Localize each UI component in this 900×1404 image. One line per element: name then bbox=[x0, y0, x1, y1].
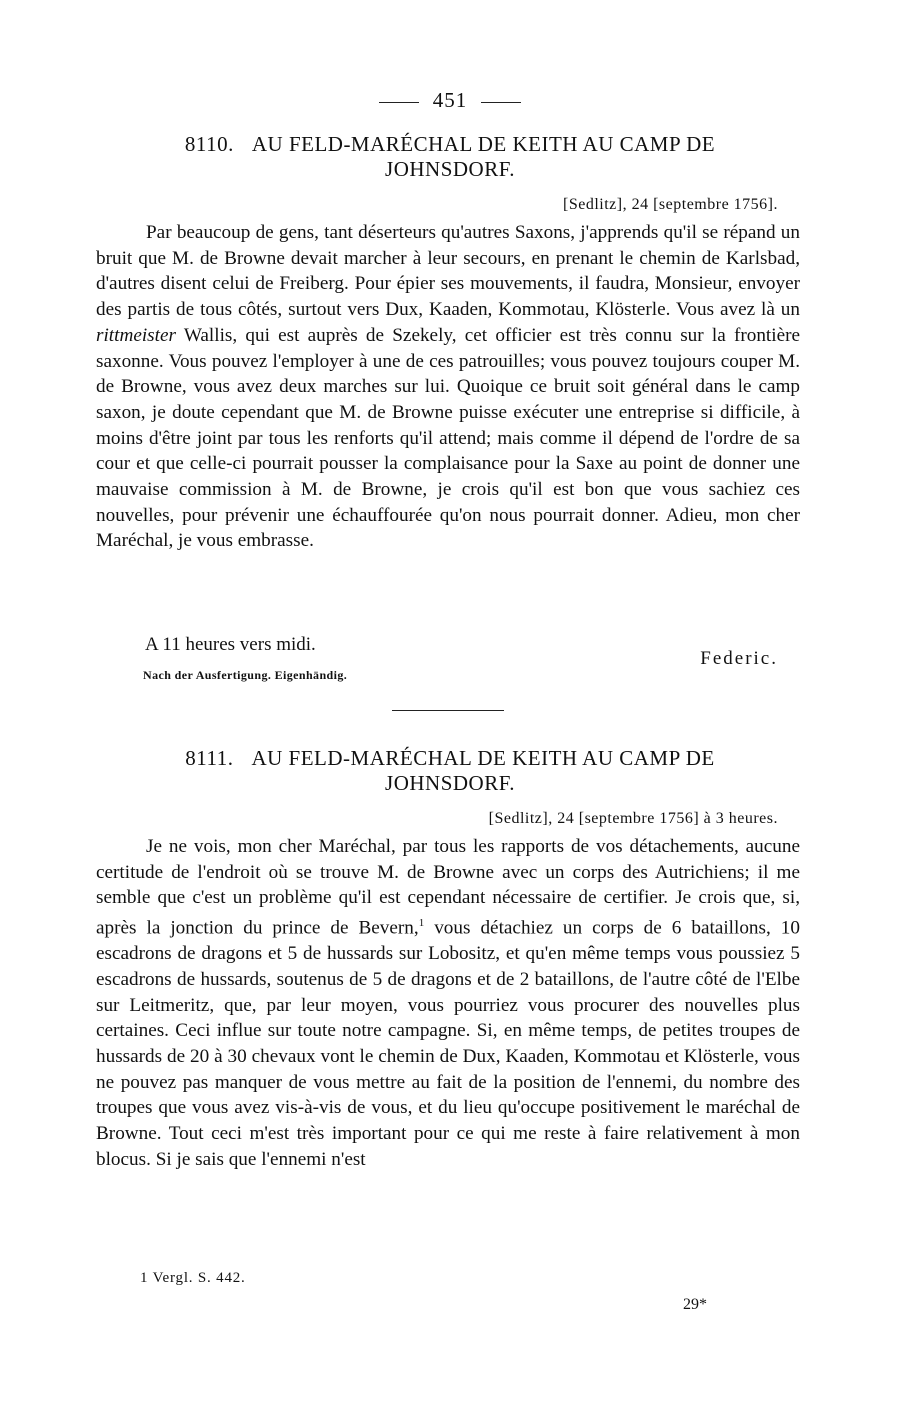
letter-8110-body-italic: rittmeister bbox=[96, 324, 176, 346]
page-number: 451 bbox=[432, 88, 468, 112]
letter-8110-body-part1: Par beaucoup de gens, tant déserteurs qu'autres Saxons, j'apprends qu'il se répand un bruit que M. de Browne devait marcher à leur secours, en prenant le chemin de Karlsbad, d'autres disent celui de Freiberg. Pour épier ses mouvements, il faudra, Monsieur, envoyer des partis de tous côtés, surtout vers Dux, Kaaden, Kommotau, Klösterle. Vous avez là un bbox=[96, 222, 800, 321]
letter-8110-source: Nach der Ausfertigung. Eigenhändig. bbox=[143, 668, 348, 682]
letter-8110-title-line1: AU FELD-MARÉCHAL DE KEITH AU CAMP DE bbox=[251, 132, 716, 156]
letter-8110-heading bbox=[100, 132, 800, 182]
page-number-line bbox=[0, 88, 900, 113]
letter-8111-body bbox=[96, 834, 800, 1173]
page-number-dash-left bbox=[379, 102, 419, 103]
letter-8111-heading bbox=[100, 746, 800, 796]
letter-8110-body-part2: Wallis, qui est auprès de Szekely, cet officier est très connu sur la frontière saxonne. Vous pouvez l'employer à une de ces patrouilles; vous pouvez toujours couper M. de Browne, vous avez deux marches sur lui. Quoique ce bruit soit général dans le camp saxon, je doute cependant que M. de Browne puisse exécuter une entreprise si difficile, à moins d'être joint par tous les renforts qu'il attend; mais comme il dépend de l'ordre de sa cour et que celle-ci pourrait pousser la complaisance pour la Saxe au point de donner une mauvaise commission à M. de Browne, je crois qu'il est bon que vous sachiez ces nouvelles, pour prévenir une échauffourée qu'on nous pourrait donner. Adieu, mon cher Maréchal, je vous embrasse. bbox=[96, 324, 800, 552]
letter-8111-title-line1: AU FELD-MARÉCHAL DE KEITH AU CAMP DE bbox=[251, 746, 715, 770]
letter-8110-dateline: [Sedlitz], 24 [septembre 1756]. bbox=[563, 196, 778, 213]
letter-8111-dateline: [Sedlitz], 24 [septembre 1756] à 3 heures. bbox=[488, 810, 778, 827]
letter-8110-title-line2: JOHNSDORF. bbox=[385, 157, 515, 181]
letter-8110-body bbox=[96, 220, 800, 554]
letter-8110-signature: Federic. bbox=[700, 648, 778, 669]
letter-8110-closing: A 11 heures vers midi. bbox=[145, 634, 316, 655]
printer-signature-mark: 29* bbox=[683, 1296, 707, 1313]
page-number-dash-right bbox=[481, 102, 521, 103]
letter-8111-body-part1: Je ne vois, mon cher Maréchal, par tous les rapports de vos détachements, aucune certitude de l'endroit où se trouve M. de Browne avec un corps des Autrichiens; il me semble que c'est un problème qu'il est cependant nécessaire de certifier. Je crois que, si, après la jonction du prince de Bevern, bbox=[96, 836, 800, 939]
letter-8111-title-line2: JOHNSDORF. bbox=[385, 771, 515, 795]
footnote-reference: 1 bbox=[418, 917, 425, 930]
letter-8111-body-part2: vous détachiez un corps de 6 bataillons, 10 escadrons de dragons et 5 de hussards sur Lobositz, et qu'en même temps vous poussiez 5 escadrons de hussards, soutenus de 5 de dragons et de 2 bataillons, de l'autre côté de l'Elbe sur Leitmeritz, que, par leur moyen, vous pourriez vous procurer des nouvelles plus certaines. Ceci influe sur toute notre campagne. Si, en même temps, de petites troupes de hussards de 20 à 30 chevaux vont le chemin de Dux, Kaaden, Kommotau et Klösterle, vous ne pouvez pas manquer de vous mettre au fait de la position de l'ennemi, du nombre des troupes que vous avez vis-à-vis de vous, et du lieu qu'occupe positivement le maréchal de Browne. Tout ceci m'est très important pour ce qui me reste à faire relativement à mon blocus. Si je sais que l'ennemi n'est bbox=[96, 917, 800, 1170]
letter-8110-number: 8110. bbox=[184, 132, 234, 156]
section-divider bbox=[392, 710, 504, 711]
footnote: 1 Vergl. S. 442. bbox=[140, 1270, 246, 1286]
letter-8111-number: 8111. bbox=[185, 746, 234, 770]
